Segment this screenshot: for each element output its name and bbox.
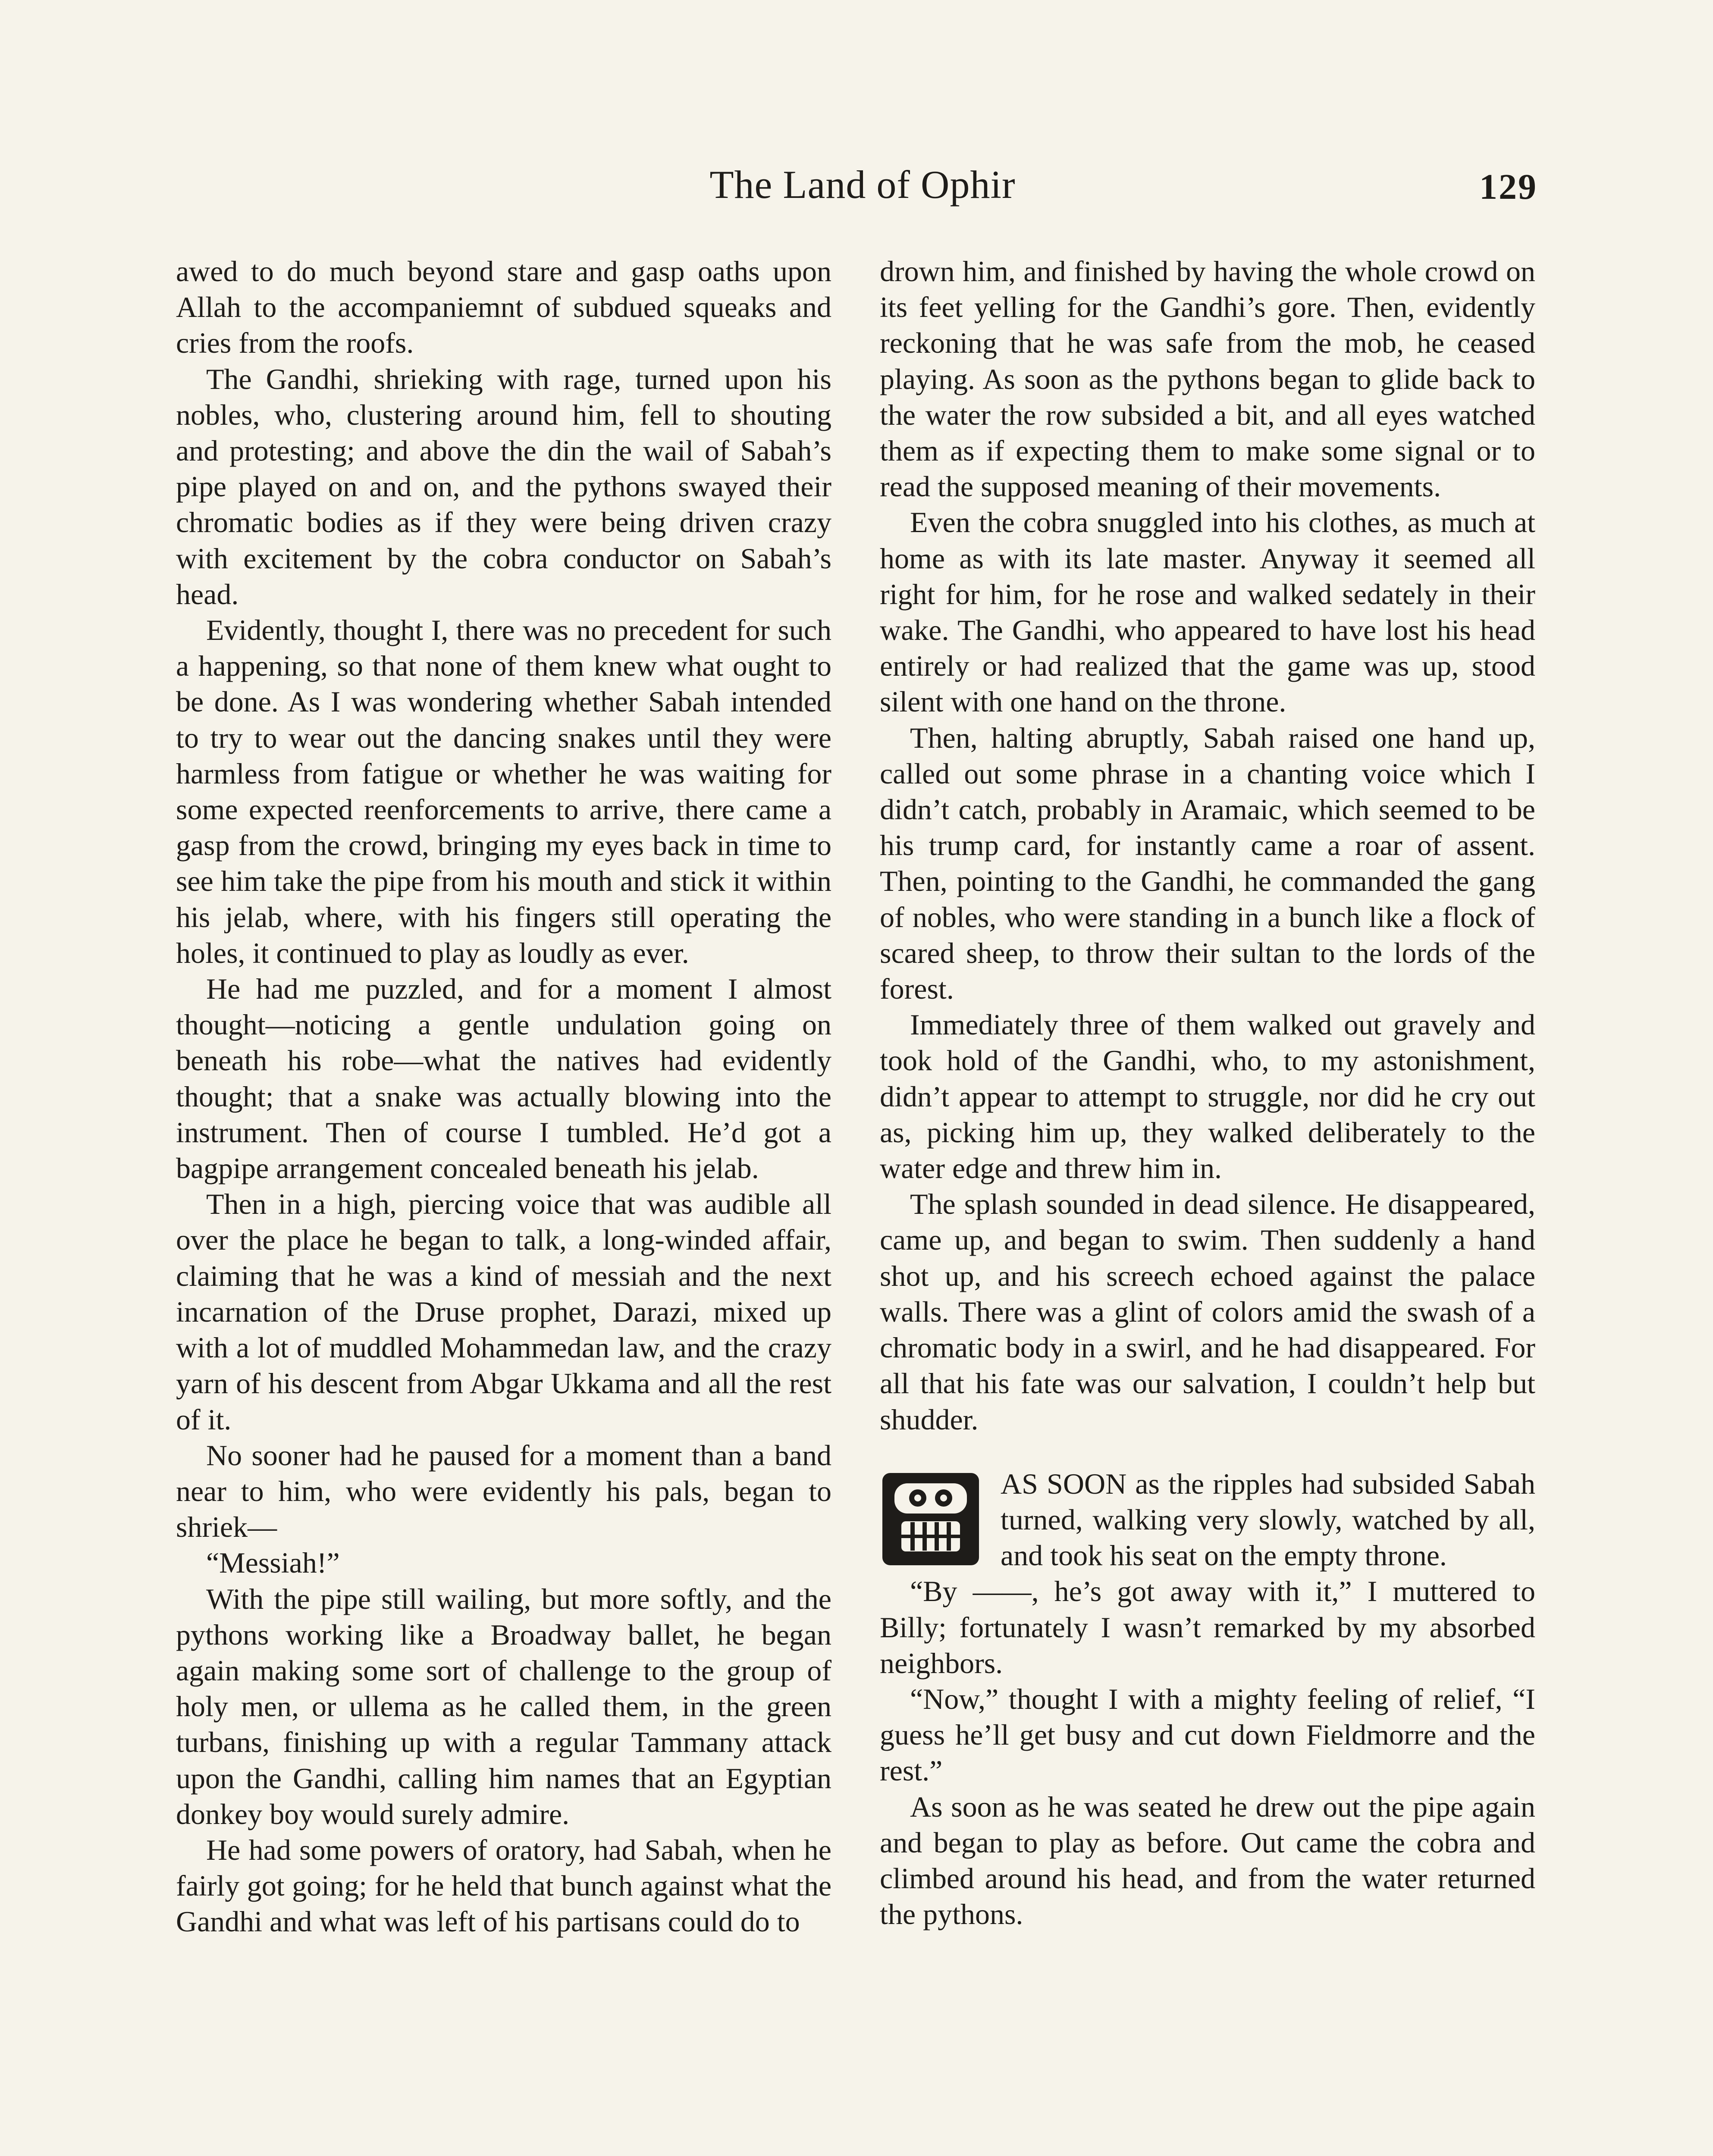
paragraph: The splash sounded in dead silence. He disappeared, came up, and began to swim. Then suddenly a hand shot up, and his screech echoed against the palace walls. There was a glint of colors amid the swash of a chromatic body in a swirl, and he had disappeared. For all that his fate was our salvation, I couldn’t help but shudder. (880, 1188, 1535, 1436)
section-break (880, 1466, 1535, 1933)
left-column (176, 254, 831, 1940)
paragraph: He had some powers of oratory, had Sabah, when he fairly got going; for he held that bunch against what the Gandhi and what was left of his partisans could do to (176, 1833, 831, 1938)
paragraph: “Messiah!” (206, 1546, 340, 1579)
paragraph: As soon as he was seated he drew out the pipe again and began to play as before. Out came the cobra and climbed around his head, and from the water returned the pythons. (880, 1790, 1535, 1931)
paragraph: Then in a high, piercing voice that was audible all over the place he began to talk, a long-winded affair, claiming that he was a kind of messiah and the next incarnation of the Druse prophet, Darazi, mixed up with a lot of muddled Mohammedan law, and the crazy yarn of his descent from Abgar Ukkama and all the rest of it. (176, 1188, 831, 1436)
paragraph: Immediately three of them walked out gravely and took hold of the Gandhi, who, to my astonishment, didn’t appear to attempt to struggle, nor did he cry out as, picking him up, they walked deliberately to the water edge and threw him in. (880, 1008, 1535, 1185)
paragraph: AS SOON as the ripples had subsided Sabah turned, walking very slowly, watched by all, and took his seat on the empty throne. (1001, 1467, 1535, 1572)
paragraph: “Now,” thought I with a mighty feeling of relief, “I guess he’ll get busy and cut down Fieldmorre and the rest.” (880, 1682, 1535, 1787)
paragraph: “By ——, he’s got away with it,” I muttered to Billy; fortunately I wasn’t remarked by my absorbed neighbors. (880, 1575, 1535, 1680)
paragraph: drown him, and finished by having the whole crowd on its feet yelling for the Gandhi’s gore. Then, evidently reckoning that he was safe from the mob, he ceased playing. As soon as the pythons began to glide back to the water the row subsided a bit, and all eyes watched them as if expecting them to make some signal or to read the supposed meaning of their movements. (880, 255, 1535, 503)
paragraph: The Gandhi, shrieking with rage, turned upon his nobles, who, clustering around him, fell to shouting and protesting; and above the din the wail of Sabah’s pipe played on and on, and the pythons swayed their chromatic bodies as if they were being driven crazy with excitement by the cobra conductor on Sabah’s head. (176, 362, 831, 611)
running-title: The Land of Ophir (709, 163, 1016, 207)
paragraph: Then, halting abruptly, Sabah raised one hand up, called out some phrase in a chanting voice which I didn’t catch, probably in Aramaic, which seemed to be his trump card, for instantly came a roar of assent. Then, pointing to the Gandhi, he commanded the gang of nobles, who were standing in a bunch like a flock of scared sheep, to throw their sultan to the lords of the forest. (880, 721, 1535, 1006)
paragraph: With the pipe still wailing, but more softly, and the pythons working like a Broadway ballet, he began again making some sort of challenge to the group of holy men, or ullema as he called them, in the green turbans, finishing up with a regular Tammany attack upon the Gandhi, calling him names that an Egyptian donkey boy would surely admire. (176, 1582, 831, 1830)
page-number: 129 (1479, 167, 1537, 207)
paragraph: Evidently, thought I, there was no precedent for such a happening, so that none of them knew what ought to be done. As I was wondering whether Sabah intended to try to wear out the dancing snakes until they were harmless from fatigue or whether he was waiting for some expected reenforcements to arrive, there came a gasp from the crowd, bringing my eyes back in time to see him take the pipe from his mouth and stick it within his jelab, where, with his fingers still operating the holes, it continued to play as loudly as ever. (176, 614, 831, 969)
paragraph: No sooner had he paused for a moment than a band near to him, who were evidently his pals, began to shriek— (176, 1438, 831, 1544)
paragraph: awed to do much beyond stare and gasp oaths upon Allah to the accompaniemnt of subdued squeaks and cries from the roofs. (176, 255, 831, 360)
ornament-icon (880, 1470, 982, 1568)
paragraph: Even the cobra snuggled into his clothes, as much at home as with its late master. Anyway it seemed all right for him, for he rose and walked sedately in their wake. The Gandhi, who appeared to have lost his head entirely or had realized that the game was up, stood silent with one hand on the throne. (880, 506, 1535, 718)
right-column (880, 254, 1535, 1932)
paragraph: He had me puzzled, and for a moment I almost thought—noticing a gentle undulation going on beneath his robe—what the natives had evidently thought; that a snake was actually blowing into the instrument. Then of course I tumbled. He’d got a bagpipe arrangement concealed beneath his jelab. (176, 972, 831, 1185)
